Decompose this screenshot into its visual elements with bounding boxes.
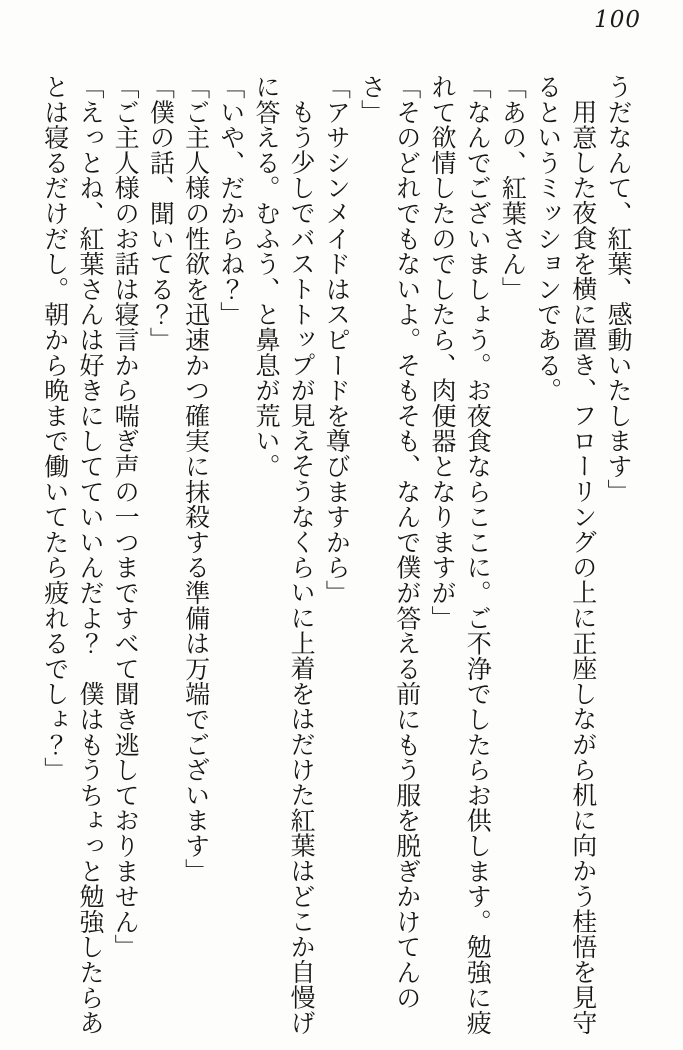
text-line: 「ご主人様のお話は寝言から喘ぎ声の一つまですべて聞き逃しておりません」 <box>111 74 141 960</box>
text-line: に答える。むふう、と鼻息が荒い。 <box>251 74 281 479</box>
text-line: 「アサシンメイドはスピードを尊びますから」 <box>322 74 352 606</box>
text-line: もう少しでバストトップが見えそうなくらいに上着をはだけた紅葉はどこか自慢げ <box>287 99 317 1036</box>
text-line: れて欲情したのでしたら、肉便器となりますが」 <box>427 74 457 631</box>
text-line: うだなんて、紅葉、感動いたします」 <box>604 74 633 505</box>
text-body <box>38 74 636 1040</box>
text-line: るというミッションである。 <box>533 74 563 403</box>
text-line: 「そのどれでもないよ。そもそも、なんで僕が答える前にもう服を脱ぎかけてんの <box>392 74 422 1011</box>
text-line: 「あの、紅葉さん」 <box>498 74 528 302</box>
text-line: とは寝るだけだし。朝から晩まで働いてたら疲れるでしょ？」 <box>40 74 70 783</box>
text-line: 「なんでございましょう。お夜食ならここに。ご不浄でしたらお供します。勉強に疲 <box>463 74 493 1036</box>
text-line: 「いや、だからね？」 <box>216 74 246 327</box>
text-line: 用意した夜食を横に置き、フローリングの上に正座しながら机に向かう桂悟を見守 <box>568 99 598 1036</box>
text-line: 「えっとね、紅葉さんは好きにしてていいんだよ？ 僕はもうちょっと勉強したらあ <box>75 74 105 1036</box>
page-number: 100 <box>594 7 641 33</box>
text-line: さ」 <box>357 74 387 125</box>
text-line: 「僕の話、聞いてる？」 <box>146 74 176 353</box>
text-line: 「ご主人様の性欲を迅速かつ確実に抹殺する準備は万端でございます」 <box>181 74 211 884</box>
